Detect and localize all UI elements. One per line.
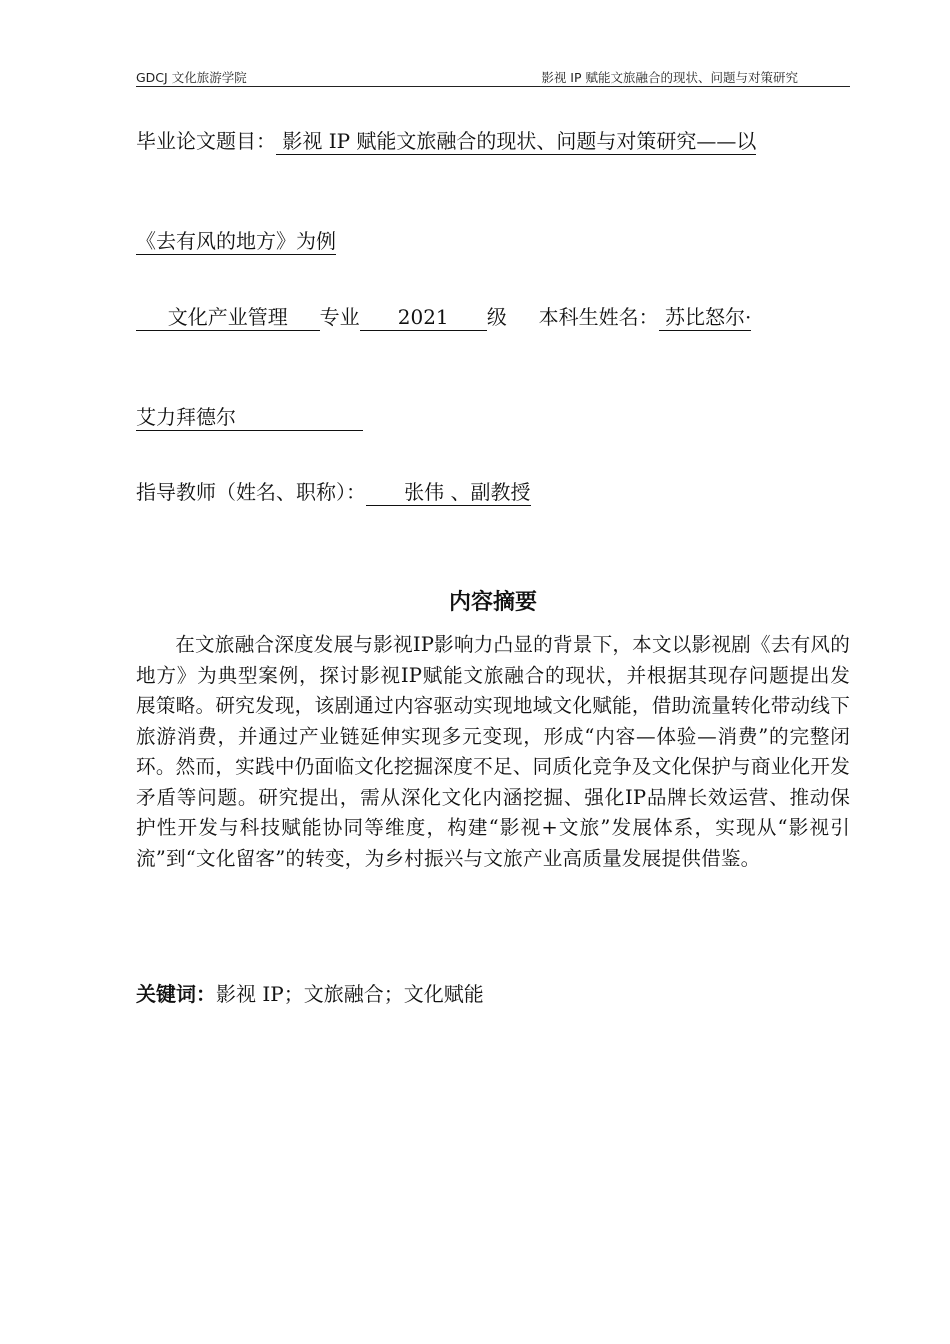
header-title: 影视 IP 赋能文旅融合的现状、问题与对策研究 <box>541 70 798 85</box>
major-row <box>136 303 751 331</box>
keywords-row <box>136 980 484 1008</box>
thesis-title-row <box>136 127 756 155</box>
keywords-value: 影视 IP；文旅融合；文化赋能 <box>216 982 484 1006</box>
page-header <box>136 66 850 87</box>
year-value: 2021 <box>360 304 487 331</box>
thesis-title-label: 毕业论文题目： <box>136 129 276 153</box>
major-value: 文化产业管理 <box>136 304 320 331</box>
keywords-label: 关键词： <box>136 982 216 1006</box>
year-label: 级 <box>486 305 507 329</box>
student-label: 本科生姓名： <box>538 305 659 329</box>
thesis-title-line1: 影视 IP 赋能文旅融合的现状、问题与对策研究——以 <box>276 128 756 155</box>
student-name-line1: 苏比怒尔· <box>659 304 752 331</box>
thesis-title-line2: 《去有风的地方》为例 <box>136 229 336 253</box>
abstract-body: 在文旅融合深度发展与影视IP影响力凸显的背景下，本文以影视剧《去有风的地方》为典型案例，探讨影视IP赋能文旅融合的现状，并根据其现存问题提出发展策略。研究发现，该剧通过内容驱动实现地域文化赋能，借助流量转化带动线下旅游消费，并通过产业链延伸实现多元变现，形成“内容—体验—消费”的完整闭环。然而，实践中仍面临文化挖掘深度不足、同质化竞争及文化保护与商业化开发矛盾等问题。研究提出，需从深化文化内涵挖掘、强化IP品牌长效运营、推动保护性开发与科技赋能协同等维度，构建“影视+文旅”发展体系，实现从“影视引流”到“文化留客”的转变，为乡村振兴与文旅产业高质量发展提供借鉴。 <box>136 633 850 870</box>
student-name-line2: 艾力拜德尔 <box>136 404 363 431</box>
major-label: 专业 <box>319 305 360 329</box>
advisor-label: 指导教师（姓名、职称）： <box>136 480 366 504</box>
header-institution: GDCJ 文化旅游学院 <box>136 70 247 85</box>
thesis-title-row-2 <box>136 227 336 255</box>
student-name-row-2 <box>136 403 363 431</box>
abstract-heading: 内容摘要 <box>448 590 537 615</box>
advisor-row <box>136 478 531 506</box>
advisor-value: 张伟 、副教授 <box>366 479 531 506</box>
